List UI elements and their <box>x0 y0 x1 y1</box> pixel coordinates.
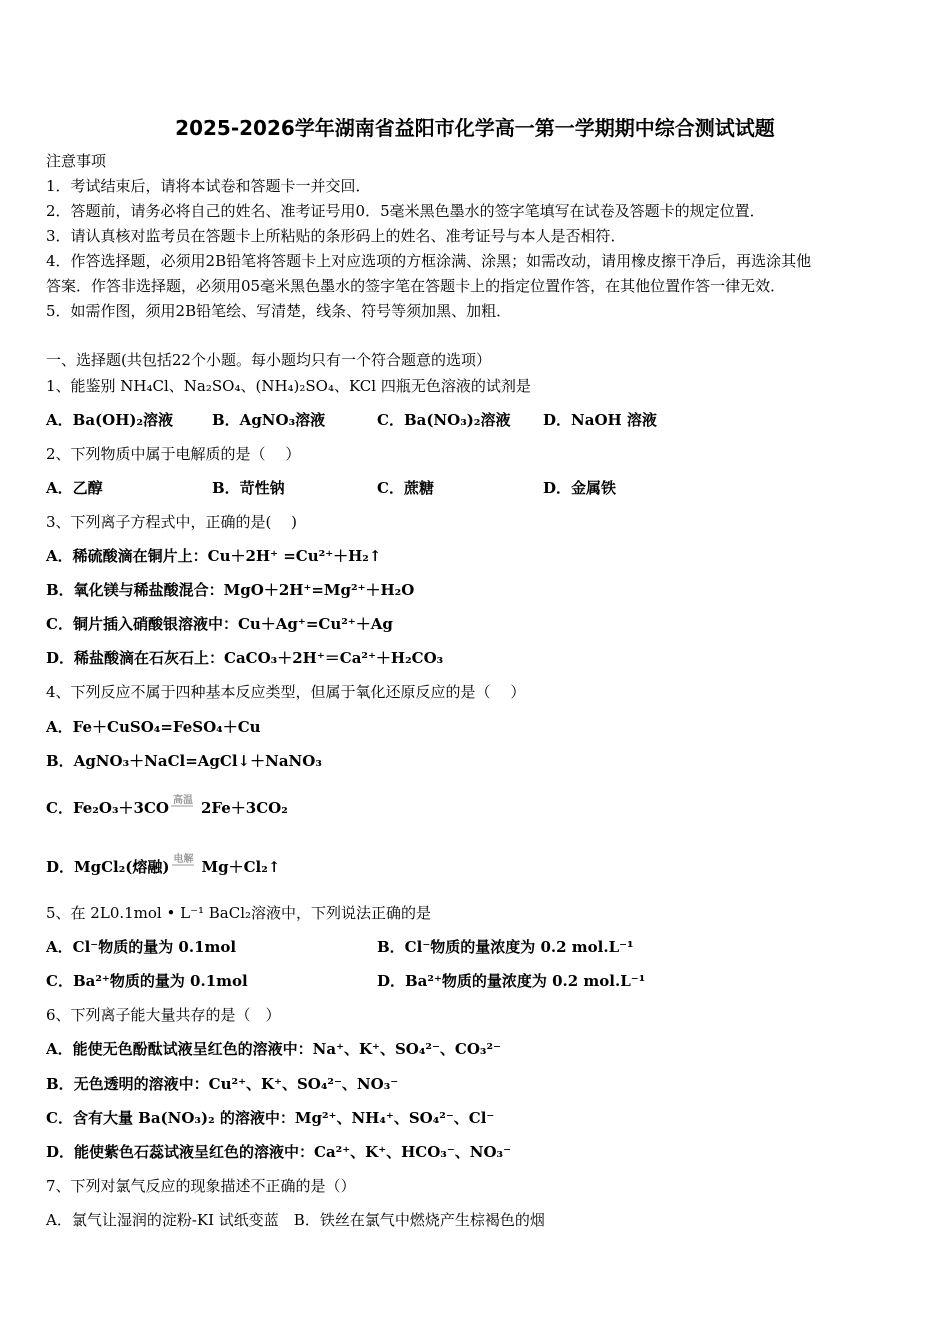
option-c: C．含有大量 Ba(NO₃)₂ 的溶液中：Mg²⁺、NH₄⁺、SO₄²⁻、Cl⁻ <box>46 1109 495 1127</box>
question-stem: 4、下列反应不属于四种基本反应类型，但属于氧化还原反应的是（ ） <box>46 683 526 701</box>
option-b: B．Cl⁻物质的量浓度为 0.2 mol.L⁻¹ <box>377 938 634 956</box>
page-title: 2025-2026学年湖南省益阳市化学高一第一学期期中综合测试试题 <box>175 116 775 140</box>
question-stem: 2、下列物质中属于电解质的是（ ） <box>46 445 301 463</box>
notice-item: 2．答题前，请务必将自己的姓名、准考证号用0．5毫米黑色墨水的签字笔填写在试卷及答题卡的规定位置． <box>46 202 765 220</box>
equation-right: 2Fe＋3CO₂ <box>200 799 288 817</box>
option-b: B．AgNO₃溶液 <box>212 411 326 429</box>
question-stem: 6、下列离子能大量共存的是（ ） <box>46 1006 281 1024</box>
condition-label: 电解 <box>173 854 194 865</box>
option-a: A．Fe＋CuSO₄=FeSO₄＋Cu <box>46 718 261 736</box>
question-stem: 3、下列离子方程式中，正确的是( ) <box>46 513 298 531</box>
notice-item: 答案．作答非选择题，必须用05毫米黑色墨水的签字笔在答题卡上的指定位置作答，在其他位置作答一律无效． <box>46 277 786 295</box>
question-stem: 7、下列对氯气反应的现象描述不正确的是（） <box>46 1177 356 1195</box>
notice-item: 3．请认真核对监考员在答题卡上所粘贴的条形码上的姓名、准考证号与本人是否相符． <box>46 227 626 245</box>
option-a-b: A．氯气让湿润的淀粉-KI 试纸变蓝 B．铁丝在氯气中燃烧产生棕褐色的烟 <box>46 1211 545 1229</box>
option-d: D．NaOH 溶液 <box>543 411 657 429</box>
option-a: A．稀硫酸滴在铜片上：Cu＋2H⁺ =Cu²⁺＋H₂↑ <box>46 547 382 565</box>
option-a: A．能使无色酚酞试液呈红色的溶液中：Na⁺、K⁺、SO₄²⁻、CO₃²⁻ <box>46 1040 501 1058</box>
option-c: C．铜片插入硝酸银溶液中：Cu＋Ag⁺=Cu²⁺＋Ag <box>46 615 393 633</box>
equation-left: C．Fe₂O₃＋3CO <box>46 799 169 817</box>
notice-heading: 注意事项 <box>46 152 107 170</box>
option-a: A．乙醇 <box>46 479 103 497</box>
option-c: C．蔗糖 <box>377 479 434 497</box>
option-c <box>46 795 288 818</box>
question-stem: 1、能鉴别 NH₄Cl、Na₂SO₄、(NH₄)₂SO₄、KCl 四瓶无色溶液的试剂是 <box>46 377 531 395</box>
option-d: D．稀盐酸滴在石灰石上：CaCO₃＋2H⁺＝Ca²⁺＋H₂CO₃ <box>46 649 444 667</box>
option-b: B．无色透明的溶液中：Cu²⁺、K⁺、SO₄²⁻、NO₃⁻ <box>46 1075 399 1093</box>
question-stem: 5、在 2L0.1mol • L⁻¹ BaCl₂溶液中，下列说法正确的是 <box>46 904 432 922</box>
condition-label: 高温 <box>172 795 193 806</box>
option-d: D．能使紫色石蕊试液呈红色的溶液中：Ca²⁺、K⁺、HCO₃⁻、NO₃⁻ <box>46 1143 512 1161</box>
equation-left: D．MgCl₂(熔融) <box>46 858 170 876</box>
option-d: D．Ba²⁺物质的量浓度为 0.2 mol.L⁻¹ <box>377 972 646 990</box>
notice-item: 5．如需作图，须用2B铅笔绘、写清楚，线条、符号等须加黑、加粗． <box>46 302 512 320</box>
option-d <box>46 854 281 877</box>
option-c: C．Ba²⁺物质的量为 0.1mol <box>46 972 248 990</box>
option-a: A．Ba(OH)₂溶液 <box>46 411 174 429</box>
option-d: D．金属铁 <box>543 479 617 497</box>
section-heading: 一、选择题(共包括22个小题。每小题均只有一个符合题意的选项） <box>46 351 491 369</box>
equation-right: Mg＋Cl₂↑ <box>201 858 281 876</box>
option-b: B．苛性钠 <box>212 479 285 497</box>
option-c: C．Ba(NO₃)₂溶液 <box>377 411 511 429</box>
notice-item: 4．作答选择题，必须用2B铅笔将答题卡上对应选项的方框涂满、涂黑；如需改动，请用橡皮擦干净后，再选涂其他 <box>46 252 812 270</box>
notice-item: 1．考试结束后，请将本试卷和答题卡一并交回． <box>46 177 371 195</box>
option-b: B．氧化镁与稀盐酸混合：MgO＋2H⁺=Mg²⁺＋H₂O <box>46 581 415 599</box>
option-a: A．Cl⁻物质的量为 0.1mol <box>46 938 237 956</box>
option-b: B．AgNO₃＋NaCl=AgCl↓＋NaNO₃ <box>46 752 322 770</box>
